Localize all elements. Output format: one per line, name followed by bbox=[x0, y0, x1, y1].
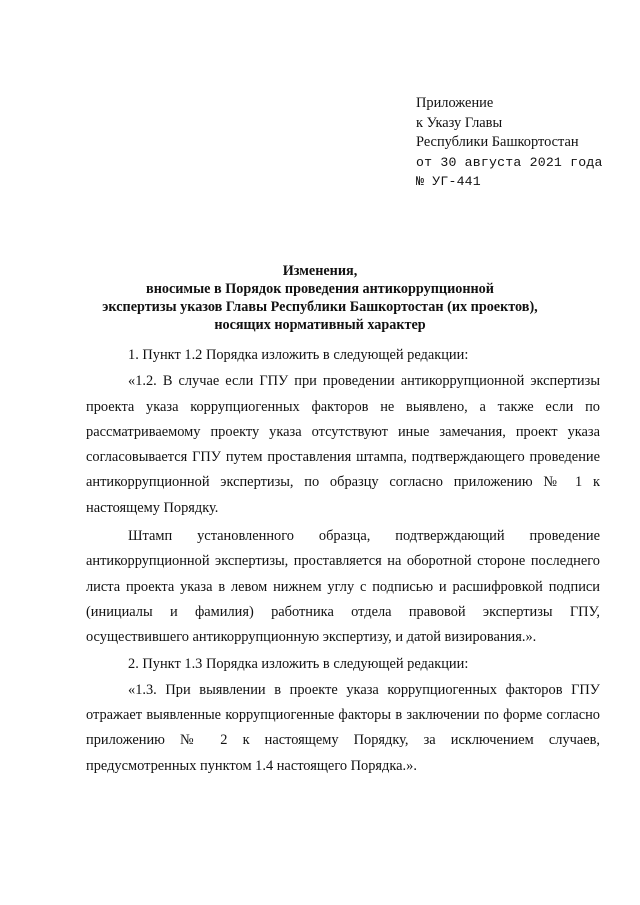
appendix-label: Приложение bbox=[416, 95, 494, 111]
appendix-decree-ref: к Указу Главы bbox=[416, 114, 503, 131]
document-title bbox=[60, 262, 580, 334]
paragraph-stamp: Штамп установленного образца, подтверждающий проведение антикоррупционной экспертизы, проставляется на оборотной стороне последнего листа проекта указа в левом нижнем углу с подписью и расшифровкой подписи (инициалы и фамилия) работника отдела правовой экспертизы ГПУ, осуществившего антикоррупционную экспертизу, и датой визирования.». bbox=[86, 528, 600, 646]
title-line-3: экспертизы указов Главы Республики Башкортостан (их проектов), bbox=[102, 299, 538, 315]
title-line-4: носящих нормативный характер bbox=[214, 317, 426, 333]
paragraph-clause-1-3: «1.3. При выявлении в проекте указа коррупциогенных факторов ГПУ отражает выявленные коррупциогенные факторы в заключении по форме согласно приложению № 2 к настоящему Порядку, за исключением случаев, предусмотренных пунктом 1.4 настоящего Порядка.». bbox=[86, 681, 600, 774]
appendix-header bbox=[416, 94, 603, 192]
appendix-republic: Республики Башкортостан bbox=[416, 134, 579, 150]
title-line-2: вносимые в Порядок проведения антикоррупционной bbox=[146, 281, 494, 297]
paragraph-item-1: 1. Пункт 1.2 Порядка изложить в следующей редакции: bbox=[128, 347, 469, 363]
paragraph-clause-1-2: «1.2. В случае если ГПУ при проведении антикоррупционной экспертизы проекта указа коррупциогенных факторов не выявлено, а также если по рассматриваемому проекту указа отсутствуют иные замечания, проект указа согласовывается ГПУ путем проставления штампа, подтверждающего проведение антикоррупционной экспертизы, по образцу согласно приложению № 1 к настоящему Порядку. bbox=[86, 373, 600, 516]
document-body bbox=[86, 343, 600, 780]
appendix-date: от 30 августа 2021 года bbox=[416, 154, 603, 170]
title-line-1: Изменения, bbox=[282, 263, 358, 279]
paragraph-item-2: 2. Пункт 1.3 Порядка изложить в следующей редакции: bbox=[128, 655, 469, 672]
appendix-number: № УГ-441 bbox=[416, 174, 481, 189]
